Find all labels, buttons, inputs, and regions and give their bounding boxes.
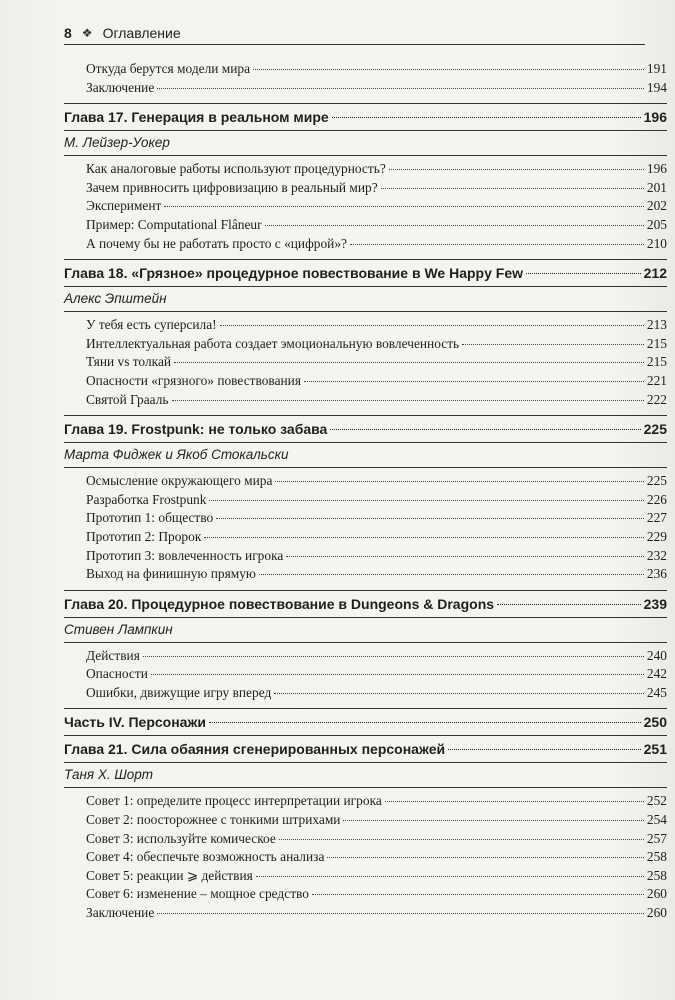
toc-entry[interactable]: Заключение 194 <box>86 79 667 95</box>
table-of-contents <box>64 60 667 923</box>
toc-entry[interactable]: Тяни vs толкай 215 <box>86 354 667 370</box>
header-title: Оглавление <box>102 25 181 41</box>
toc-entry[interactable]: Прототип 1: общество 227 <box>86 510 667 526</box>
toc-entry[interactable]: Прототип 2: Пророк 229 <box>86 528 667 544</box>
toc-entry[interactable]: Совет 2: поосторожнее с тонкими штрихами 254 <box>86 812 667 828</box>
toc-entry[interactable]: Совет 3: используйте комическое 257 <box>86 830 667 846</box>
chapter-heading[interactable]: Глава 19. Frostpunk: не только забава 225 <box>64 415 667 443</box>
running-header <box>64 22 645 44</box>
toc-entry[interactable]: Пример: Computational Flâneur 205 <box>86 216 667 232</box>
chapter-author: Таня Х. Шорт <box>64 763 667 788</box>
chapter-heading[interactable]: Глава 20. Процедурное повествование в Dungeons & Dragons 239 <box>64 590 667 618</box>
ornament-icon: ❖ <box>81 26 93 40</box>
toc-entry[interactable]: Интеллектуальная работа создает эмоциональную вовлеченность 215 <box>86 335 667 351</box>
toc-entry[interactable]: А почему бы не работать просто с «цифрой»? 210 <box>86 235 667 251</box>
toc-entry[interactable]: Совет 1: определите процесс интерпретации игрока 252 <box>86 793 667 809</box>
toc-entry[interactable]: Зачем привносить цифровизацию в реальный мир? 201 <box>86 179 667 195</box>
toc-entry[interactable]: Опасности «грязного» повествования 221 <box>86 372 667 388</box>
toc-entry[interactable]: У тебя есть суперсила! 213 <box>86 317 667 333</box>
toc-entry[interactable]: Совет 5: реакции ⩾ действия 258 <box>86 867 667 883</box>
toc-entry[interactable]: Совет 4: обеспечьте возможность анализа 258 <box>86 849 667 865</box>
toc-entry[interactable]: Действия 240 <box>86 647 667 663</box>
toc-entry[interactable]: Откуда берутся модели мира 191 <box>86 61 667 76</box>
toc-entry[interactable]: Опасности 242 <box>86 666 667 682</box>
toc-entry[interactable]: Заключение 260 <box>86 905 667 921</box>
header-rule <box>64 44 645 45</box>
toc-entry[interactable]: Совет 6: изменение – мощное средство 260 <box>86 886 667 902</box>
toc-entry[interactable]: Святой Грааль 222 <box>86 391 667 407</box>
toc-entry[interactable]: Осмысление окружающего мира 225 <box>86 473 667 489</box>
toc-entry[interactable]: Ошибки, движущие игру вперед 245 <box>86 684 667 700</box>
toc-entry[interactable]: Разработка Frostpunk 226 <box>86 491 667 507</box>
chapter-author: Марта Фиджек и Якоб Стокальски <box>64 443 667 468</box>
chapter-author: Стивен Лампкин <box>64 618 667 643</box>
chapter-author: М. Лейзер-Уокер <box>64 131 667 156</box>
toc-entry[interactable]: Как аналоговые работы используют процедурность? 196 <box>86 161 667 177</box>
toc-entry[interactable]: Эксперимент 202 <box>86 198 667 214</box>
page-number: 8 <box>64 25 72 41</box>
toc-entry[interactable]: Прототип 3: вовлеченность игрока 232 <box>86 547 667 563</box>
chapter-heading[interactable]: Глава 17. Генерация в реальном мире 196 <box>64 103 667 131</box>
chapter-heading[interactable]: Глава 21. Сила обаяния сгенерированных персонажей 251 <box>64 736 667 763</box>
toc-entry[interactable]: Выход на финишную прямую 236 <box>86 566 667 582</box>
chapter-author: Алекс Эпштейн <box>64 287 667 312</box>
chapter-heading[interactable]: Глава 18. «Грязное» процедурное повествование в We Happy Few 212 <box>64 259 667 287</box>
part-heading[interactable]: Часть IV. Персонажи 250 <box>64 708 667 736</box>
